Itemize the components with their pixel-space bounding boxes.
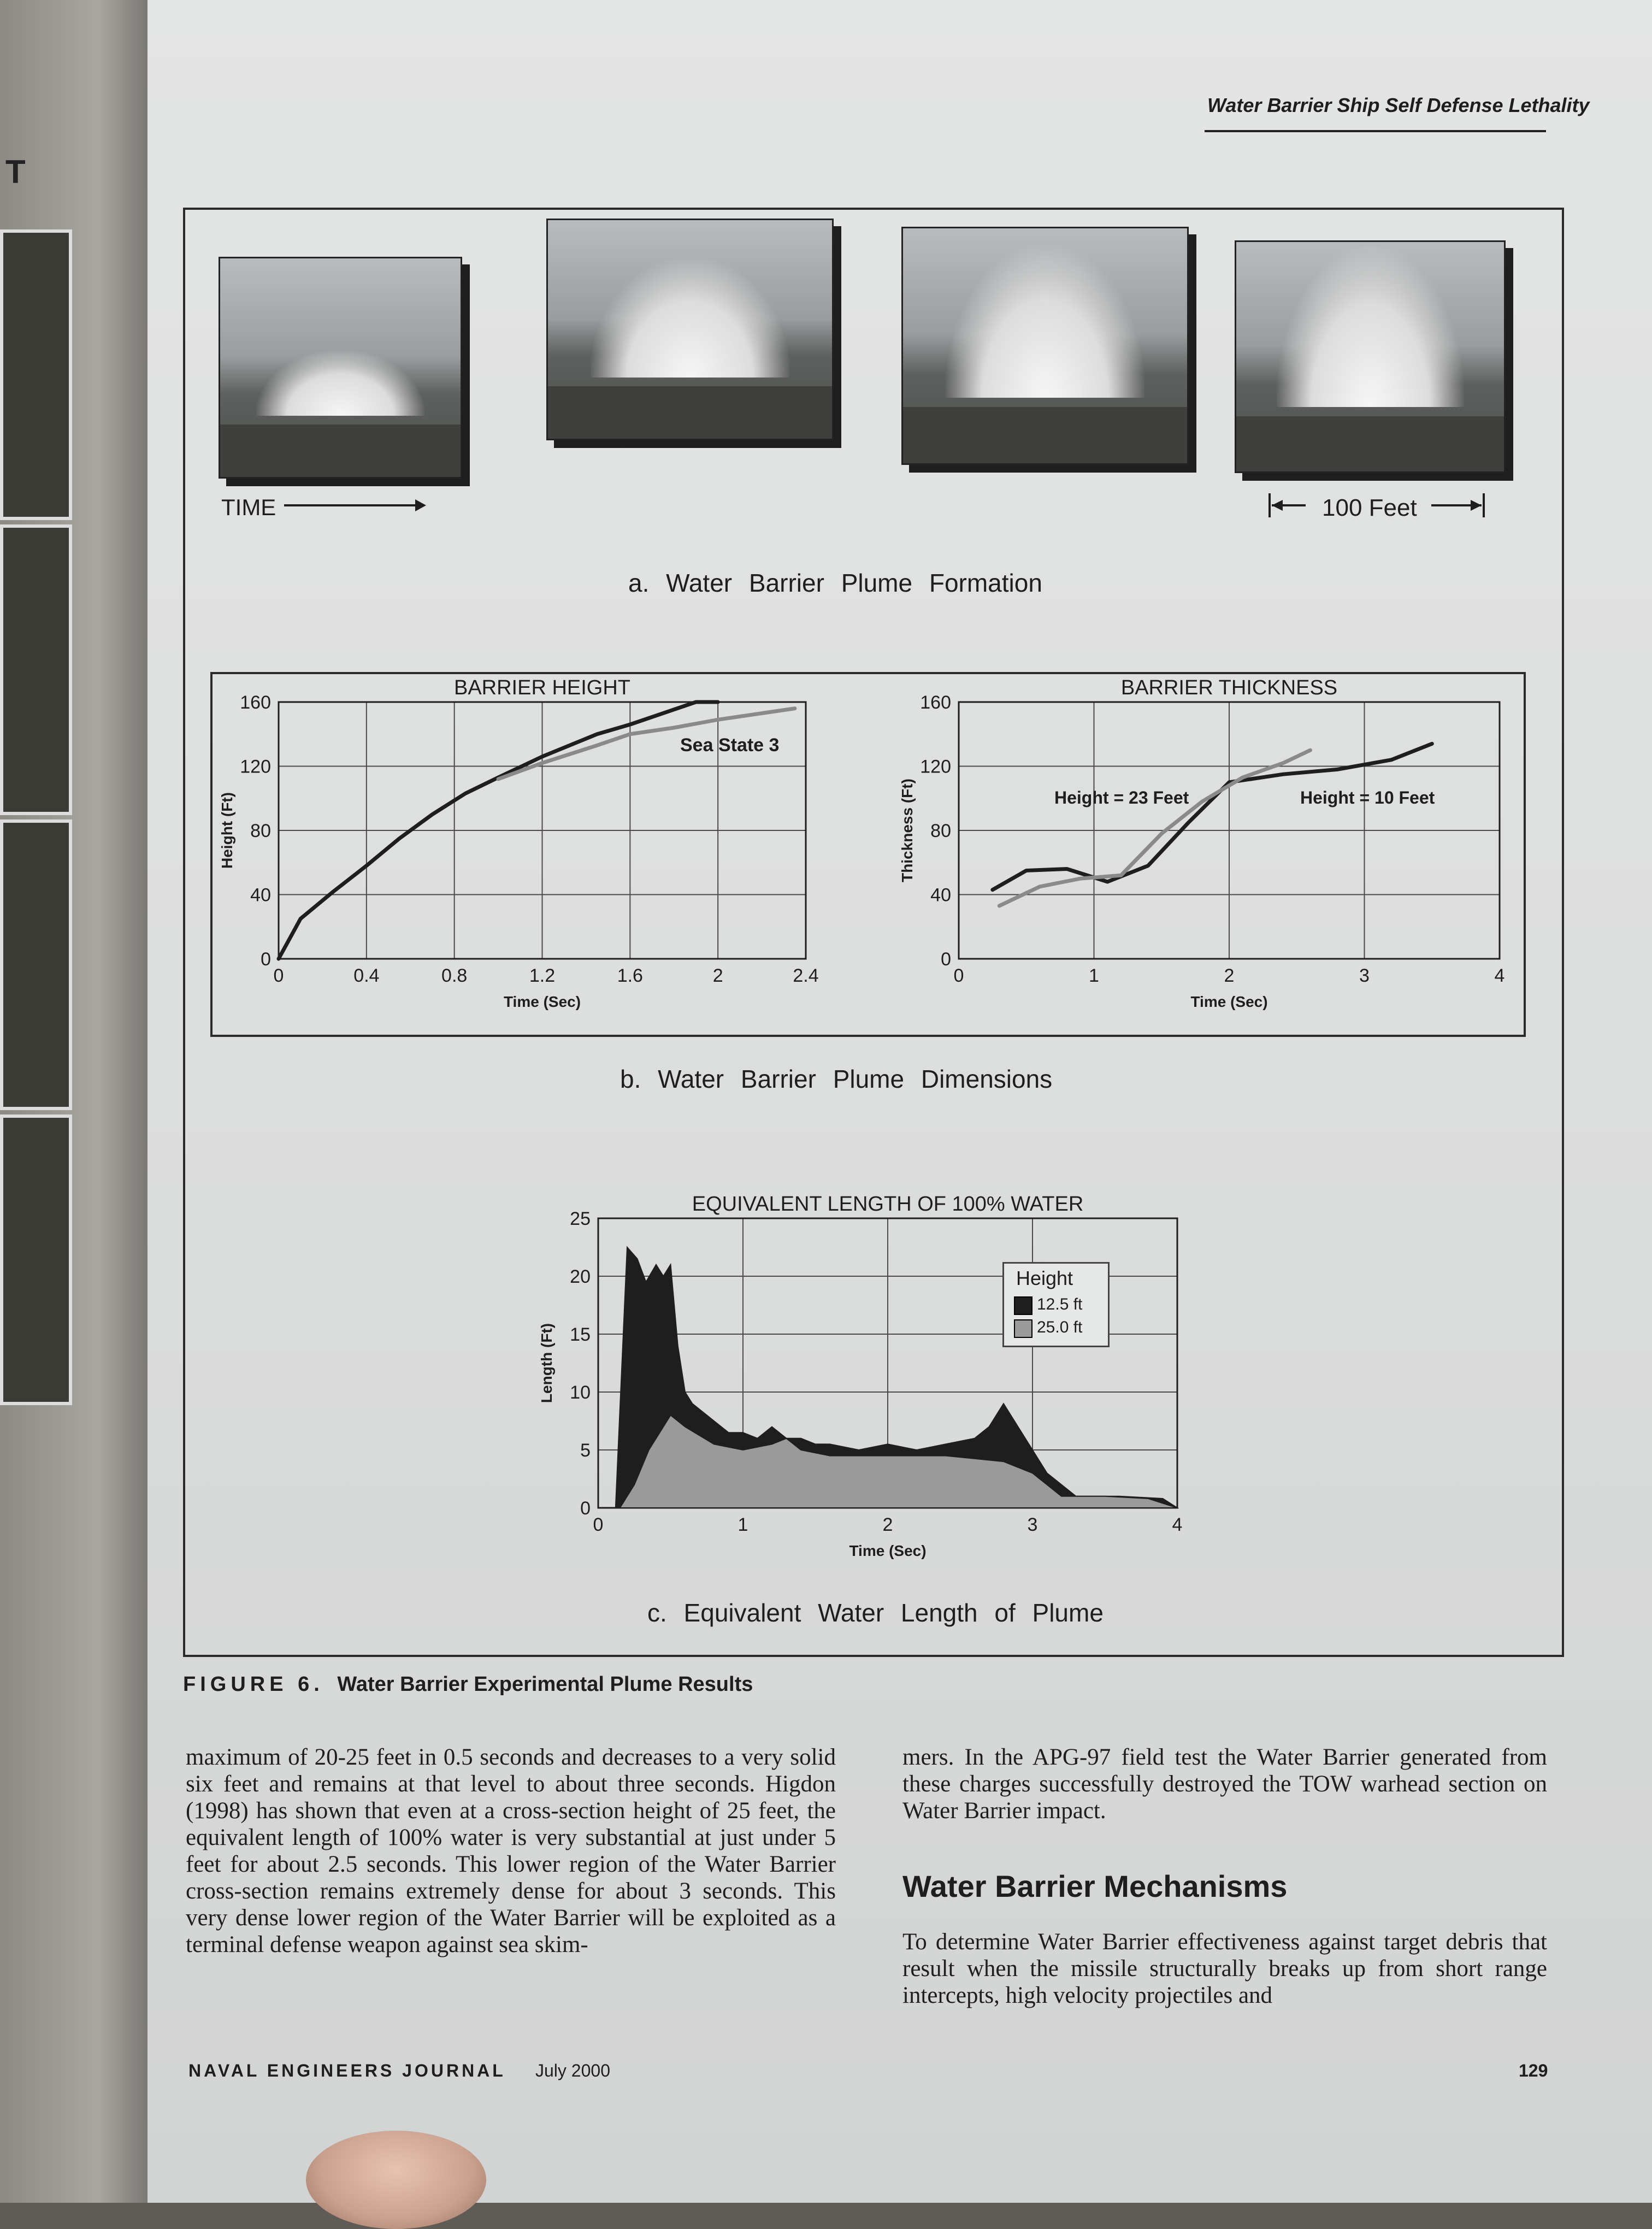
x-tick-label: 2.4 — [793, 965, 819, 986]
page-number: 129 — [1519, 2061, 1548, 2080]
legend-item-25-0: 25.0 ft — [1037, 1318, 1083, 1336]
legend-item-12-5: 12.5 ft — [1037, 1295, 1083, 1313]
x-axis-label: Time (Sec) — [849, 1542, 927, 1559]
legend-swatch-gray — [1014, 1319, 1032, 1338]
y-tick-label: 40 — [250, 884, 271, 906]
left-column-text: maximum of 20-25 feet in 0.5 seconds and decreases to a very solid six feet and remains at that level to about three seconds. Higdon (1998) has shown that even at a cross-section height of 25 feet, the equivalent length of 100% water is very substantial at just under 5 feet for about 2.5 seconds. This lower region of the Water Barrier cross-section remains extremely dense for about 3 seconds. This very dense lower region of the Water Barrier will be exploited as a terminal defense weapon against sea skim- — [186, 1744, 836, 1957]
y-tick-label: 20 — [570, 1266, 591, 1287]
y-tick-label: 0 — [580, 1498, 591, 1519]
y-tick-label: 160 — [920, 692, 951, 713]
x-tick-label: 1 — [738, 1514, 748, 1535]
y-tick-label: 120 — [240, 756, 271, 777]
plume-photo-3 — [901, 227, 1189, 465]
thumb — [306, 2131, 486, 2229]
y-tick-label: 0 — [941, 949, 951, 970]
y-axis-label: Length (Ft) — [538, 1323, 555, 1404]
chart-svg — [210, 672, 822, 1033]
facing-page-photo — [0, 229, 72, 520]
barrier-height-chart — [210, 672, 822, 1033]
x-tick-label: 2 — [882, 1514, 893, 1535]
x-tick-label: 0 — [953, 965, 964, 986]
figure-number: FIGURE 6. — [183, 1673, 324, 1696]
barrier-thickness-chart — [885, 672, 1521, 1033]
y-axis-label: Height (Ft) — [219, 792, 235, 869]
x-tick-label: 0 — [273, 965, 284, 986]
y-tick-label: 120 — [920, 756, 951, 777]
right-column-text-top: mers. In the APG-97 field test the Water Barrier generated from these charges successfully destroyed the TOW warhead section on Water Barrier impact. — [902, 1744, 1547, 1824]
equivalent-length-chart — [524, 1183, 1202, 1576]
x-tick-label: 2 — [712, 965, 723, 986]
figure-caption — [183, 1673, 753, 1696]
x-tick-label: 0.8 — [441, 965, 468, 986]
x-axis-label: Time (Sec) — [1190, 993, 1268, 1010]
panel-b-subtitle: b. Water Barrier Plume Dimensions — [620, 1065, 1053, 1093]
plume-photo-4 — [1235, 240, 1506, 473]
chart-title: EQUIVALENT LENGTH OF 100% WATER — [692, 1193, 1084, 1216]
facing-page-photo — [0, 524, 72, 815]
y-tick-label: 5 — [580, 1440, 591, 1461]
sea-state-annotation: Sea State 3 — [680, 735, 780, 756]
chart-title: BARRIER HEIGHT — [453, 676, 631, 699]
journal-name: NAVAL ENGINEERS JOURNAL — [188, 2061, 506, 2080]
x-tick-label: 1.2 — [529, 965, 556, 986]
x-tick-label: 0 — [593, 1514, 604, 1535]
panel-a-subtitle: a. Water Barrier Plume Formation — [628, 569, 1042, 597]
chart-title: BARRIER THICKNESS — [1120, 676, 1338, 699]
x-tick-label: 0.4 — [353, 965, 380, 986]
height-10-annotation: Height = 10 Feet — [1300, 788, 1435, 807]
legend-title: Height — [1016, 1267, 1073, 1289]
chart-legend — [1002, 1262, 1110, 1347]
plume-photo-1 — [219, 257, 462, 479]
chart-svg — [885, 672, 1521, 1033]
x-tick-label: 3 — [1027, 1514, 1038, 1535]
facing-page-photo — [0, 1114, 72, 1405]
x-axis-label: Time (Sec) — [503, 993, 581, 1010]
chart-svg — [524, 1183, 1202, 1576]
line-series-2 — [999, 750, 1310, 906]
y-tick-label: 0 — [261, 949, 271, 970]
y-tick-label: 80 — [930, 821, 951, 841]
x-tick-label: 2 — [1224, 965, 1235, 986]
x-tick-label: 1.6 — [617, 965, 643, 986]
y-tick-label: 40 — [930, 884, 951, 906]
legend-swatch-dark — [1014, 1296, 1032, 1315]
x-tick-label: 3 — [1359, 965, 1370, 986]
line-series-1 — [993, 744, 1432, 889]
facing-page-edge — [0, 0, 164, 2203]
x-tick-label: 4 — [1172, 1514, 1183, 1535]
y-axis-label: Thickness (Ft) — [899, 779, 916, 882]
plume-photo-2 — [546, 219, 834, 440]
y-tick-label: 25 — [570, 1208, 591, 1229]
x-tick-label: 4 — [1494, 965, 1505, 986]
time-arrow — [284, 492, 426, 519]
x-tick-label: 1 — [1089, 965, 1099, 986]
y-tick-label: 15 — [570, 1324, 591, 1345]
facing-page-photo — [0, 819, 72, 1110]
section-heading: Water Barrier Mechanisms — [902, 1869, 1288, 1903]
figure-caption-text: Water Barrier Experimental Plume Results — [337, 1673, 753, 1696]
facing-page-text: T — [5, 154, 26, 190]
right-column-text-bottom: To determine Water Barrier effectiveness against target debris that result when the missile structurally breaks up from short range intercepts, high velocity projectiles and — [902, 1929, 1547, 2008]
panel-c-subtitle: c. Equivalent Water Length of Plume — [647, 1599, 1104, 1627]
height-23-annotation: Height = 23 Feet — [1054, 788, 1189, 807]
y-tick-label: 80 — [250, 821, 271, 841]
scale-bar-label: 100 Feet — [1322, 494, 1417, 521]
y-tick-label: 160 — [240, 692, 271, 713]
running-head-rule — [1205, 130, 1546, 132]
running-head: Water Barrier Ship Self Defense Lethality — [1207, 94, 1590, 116]
y-tick-label: 10 — [570, 1382, 591, 1403]
issue-date: July 2000 — [535, 2061, 610, 2080]
time-label: TIME — [221, 494, 276, 520]
